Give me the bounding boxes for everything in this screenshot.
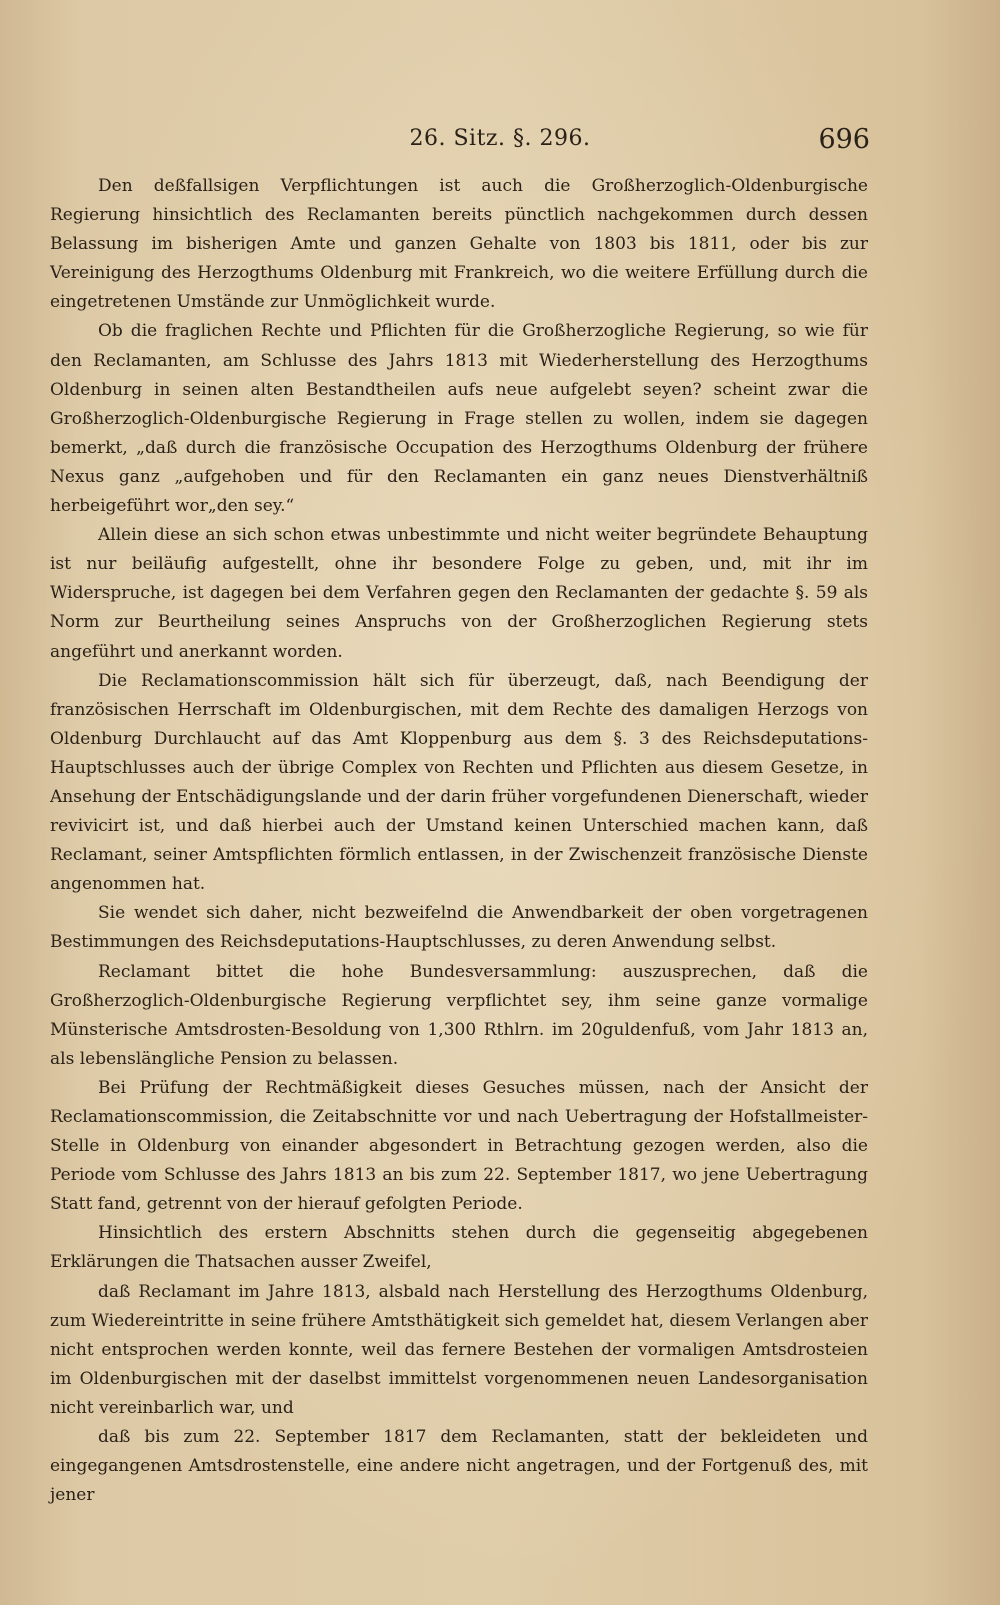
paragraph-10: daß bis zum 22. September 1817 dem Reclamanten, statt der bekleideten und eingegangenen Amtsdrostenstelle, eine andere nicht angetragen, und der Fortgenuß des, mit jener <box>50 1427 868 1506</box>
paragraph-3: Allein diese an sich schon etwas unbestimmte und nicht weiter begründete Behauptung ist nur beiläufig aufgestellt, ohne ihr besondere Folge zu geben, und, mit ihr im Widerspruche, ist dagegen bei dem Verfahren gegen den Reclamanten der gedachte §. 59 als Norm zur Beurtheilung seines Anspruchs von der Großherzoglichen Regierung stets angeführt und anerkannt worden. <box>50 525 868 662</box>
paragraph-9: daß Reclamant im Jahre 1813, alsbald nach Herstellung des Herzogthums Oldenburg, zum Wiedereintritte in seine frühere Amtsthätigkeit sich gemeldet hat, diesem Verlangen aber nicht entsprochen werden konnte, weil das fernere Bestehen der vormaligen Amtsdrosteien im Oldenburgischen mit der daselbst immittelst vorgenommenen neuen Landesorganisation nicht vereinbarlich war, und <box>50 1281 868 1418</box>
paragraph-8: Hinsichtlich des erstern Abschnitts stehen durch die gegenseitig abgegebenen Erklärungen die Thatsachen ausser Zweifel, <box>50 1223 868 1273</box>
paragraph-2: Ob die fraglichen Rechte und Pflichten für die Großherzogliche Regierung, so wie für den Reclamanten, am Schlusse des Jahrs 1813 mit Wiederherstellung des Herzogthums Oldenburg in seinen alten Bestandtheilen aufs neue aufgelebt seyen? scheint zwar die Großherzoglich-Oldenburgische Regierung in Frage stellen zu wollen, indem sie dagegen bemerkt, „daß durch die französische Occupation des Herzogthums Oldenburg der frühere Nexus ganz „aufgehoben und für den Reclamanten ein ganz neues Dienstverhältniß herbeigeführt wor„den sey.“ <box>50 321 868 517</box>
page-header <box>0 126 1000 162</box>
paragraph-4: Die Reclamationscommission hält sich für überzeugt, daß, nach Beendigung der französischen Herrschaft im Oldenburgischen, mit dem Rechte des damaligen Herzogs von Oldenburg Durchlaucht auf das Amt Kloppenburg aus dem §. 3 des Reichsdeputations-Hauptschlusses auch der übrige Complex von Rechten und Pflichten aus diesem Gesetze, in Ansehung der Entschädigungslande und der darin früher vorgefundenen Dienerschaft, wieder revivicirt ist, und daß hierbei auch der Umstand keinen Unterschied machen kann, daß Reclamant, seiner Amtspflichten förmlich entlassen, in der Zwischenzeit französische Dienste angenommen hat. <box>50 670 868 895</box>
paragraph-1: Den deßfallsigen Verpflichtungen ist auch die Großherzoglich-Oldenburgische Regierung hinsichtlich des Reclamanten bereits pünctlich nachgekommen durch dessen Belassung im bisherigen Amte und ganzen Gehalte von 1803 bis 1811, oder bis zur Vereinigung des Herzogthums Oldenburg mit Frankreich, wo die weitere Erfüllung durch die eingetretenen Umstände zur Unmöglichkeit wurde. <box>50 176 868 313</box>
paragraph-6: Reclamant bittet die hohe Bundesversammlung: auszusprechen, daß die Großherzoglich-Oldenburgische Regierung verpflichtet sey, ihm seine ganze vormalige Münsterische Amtsdrosten-Besoldung von 1,300 Rthlrn. im 20guldenfuß, vom Jahr 1813 an, als lebenslängliche Pension zu belassen. <box>50 961 868 1069</box>
page-number: 696 <box>818 124 870 155</box>
running-head: 26. Sitz. §. 296. <box>409 126 591 151</box>
body-text <box>50 172 868 1510</box>
paragraph-7: Bei Prüfung der Rechtmäßigkeit dieses Gesuches müssen, nach der Ansicht der Reclamationscommission, die Zeitabschnitte vor und nach Uebertragung der Hofstallmeister-Stelle in Oldenburg von einander abgesondert in Betrachtung gezogen werden, also die Periode vom Schlusse des Jahrs 1813 an bis zum 22. September 1817, wo jene Uebertragung Statt fand, getrennt von der hierauf gefolgten Periode. <box>50 1077 868 1215</box>
paragraph-5: Sie wendet sich daher, nicht bezweifelnd die Anwendbarkeit der oben vorgetragenen Bestimmungen des Reichsdeputations-Hauptschlusses, zu deren Anwendung selbst. <box>50 903 868 953</box>
